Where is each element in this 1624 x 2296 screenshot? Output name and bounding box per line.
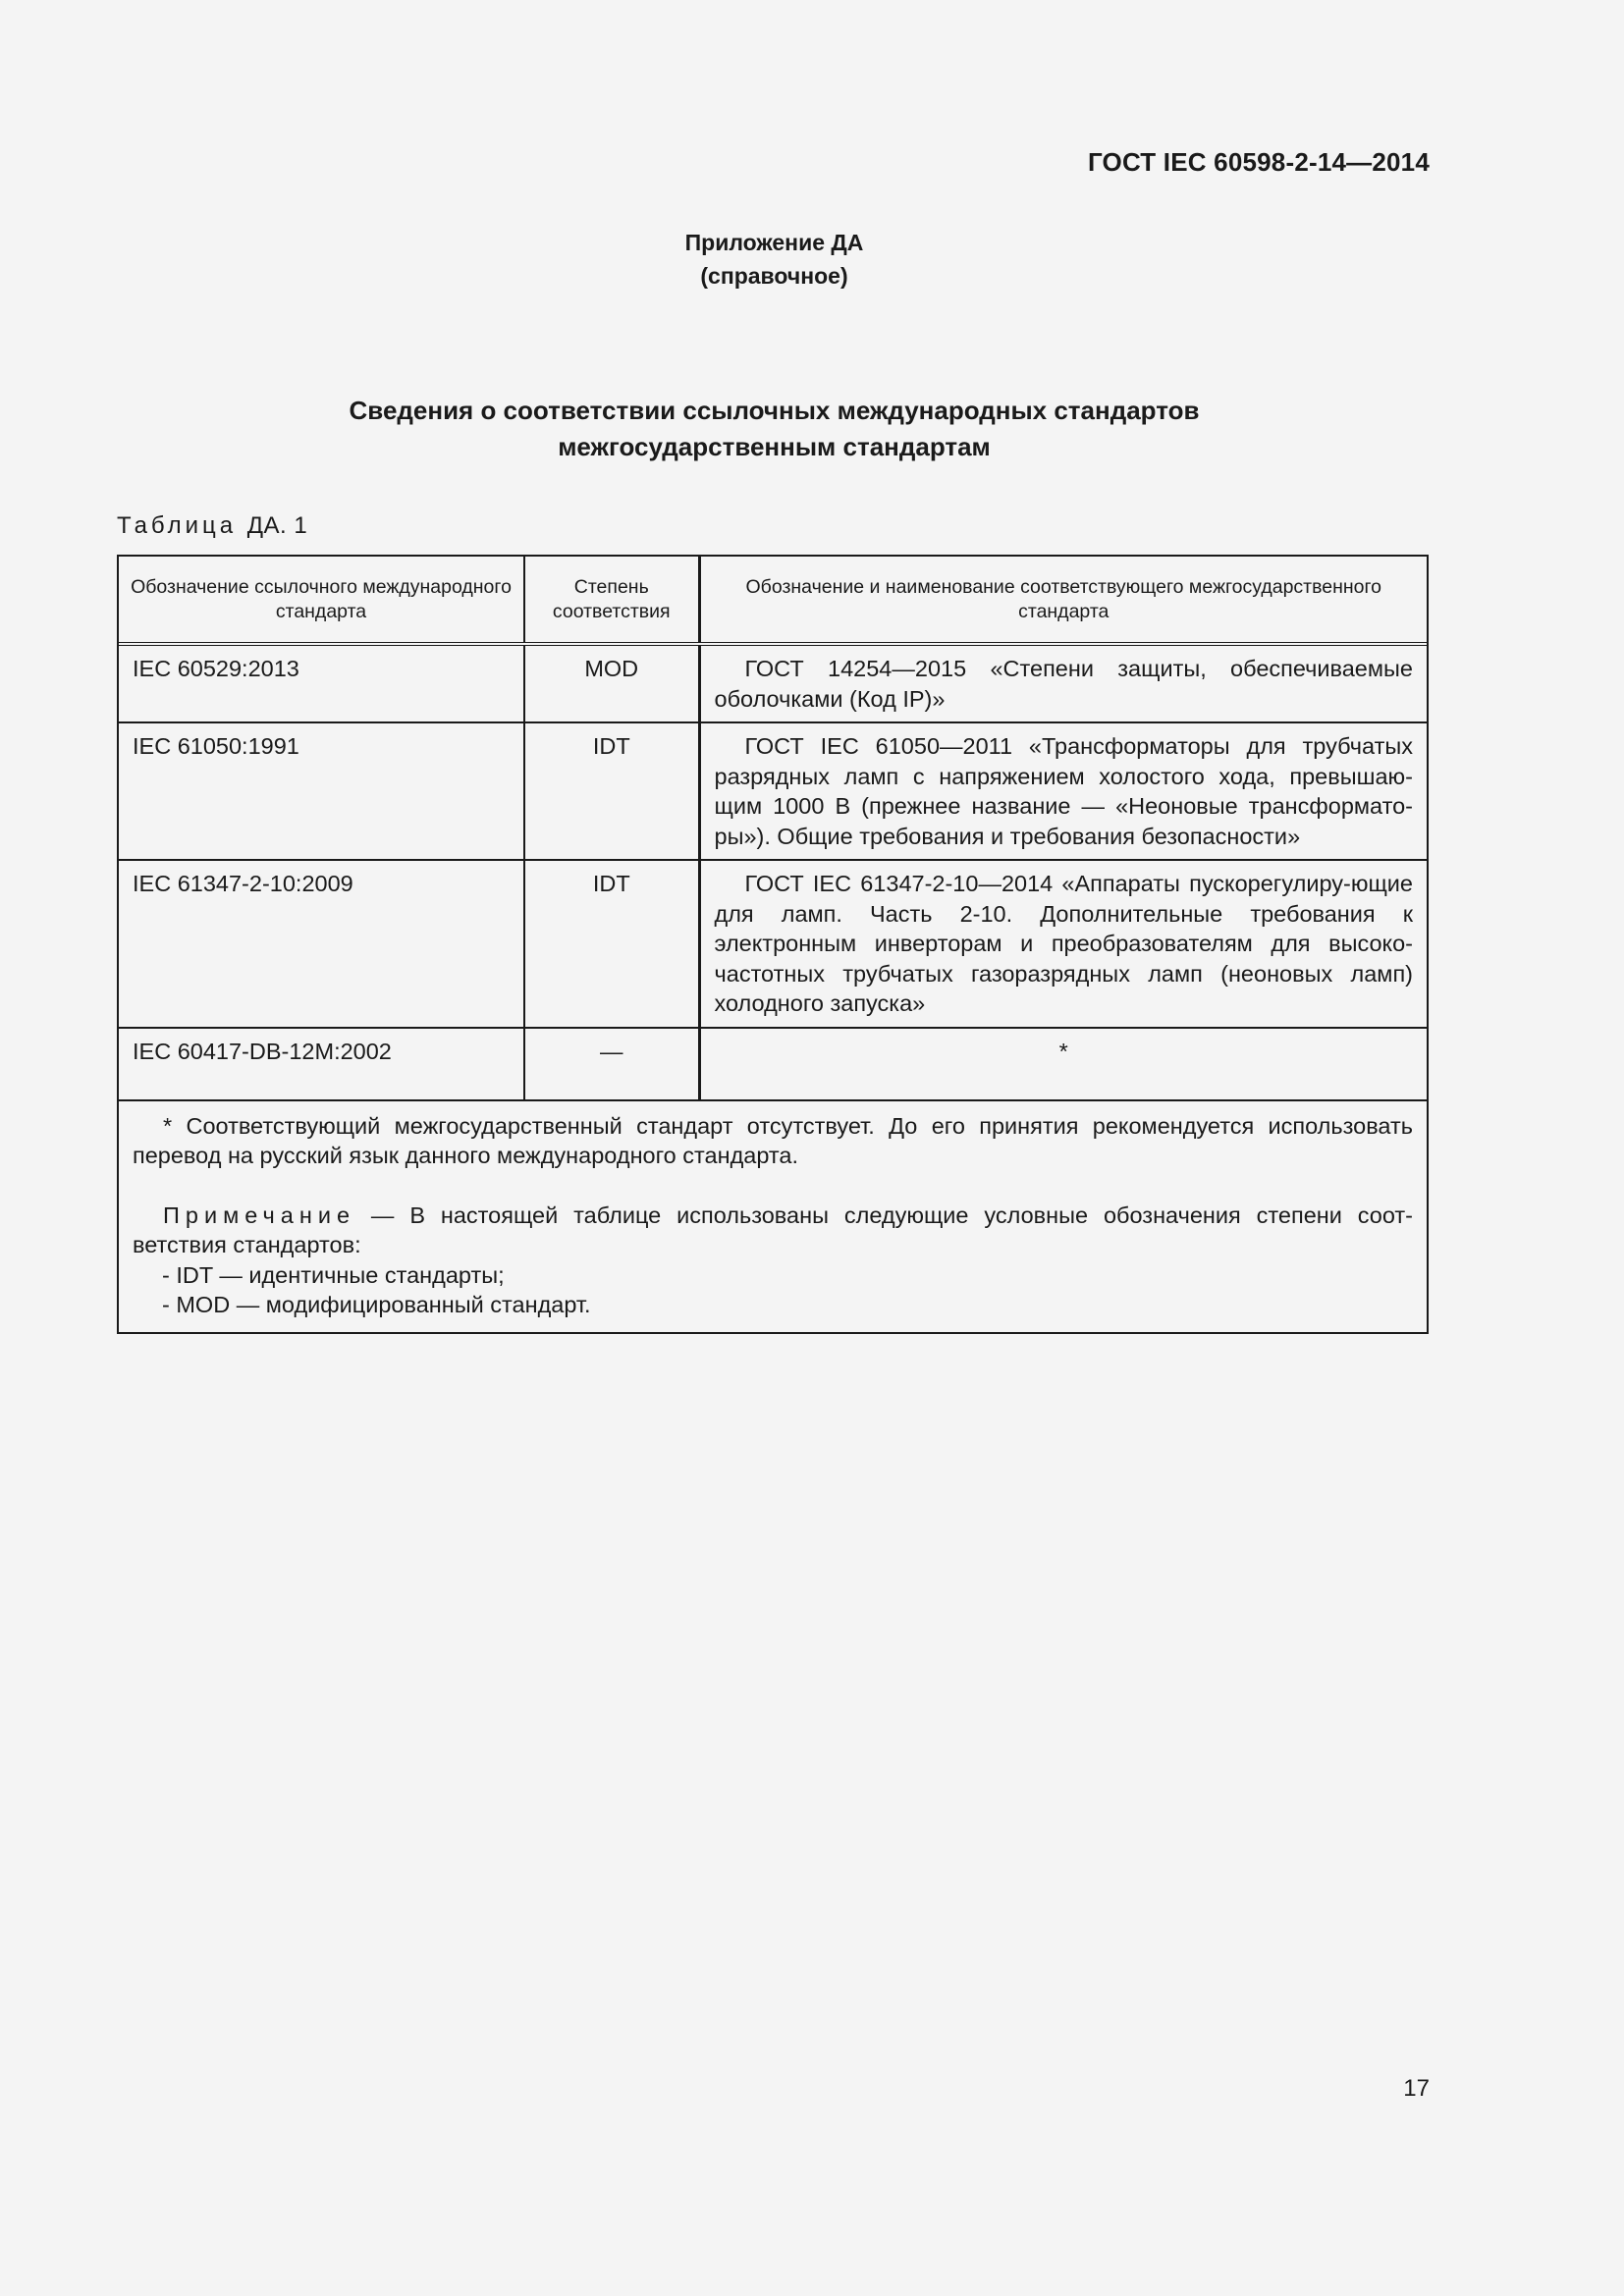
reference-standard-cell: IEC 61050:1991 — [119, 722, 524, 860]
column-header-interstate-standard: Обозначение и наименование соответствующего межгосударственного стандарта — [699, 557, 1427, 644]
note-list-item: - MOD — модифицированный стандарт. — [162, 1292, 591, 1317]
appendix-heading — [0, 226, 1548, 293]
reference-standard-cell: IEC 61347-2-10:2009 — [119, 860, 524, 1028]
table-row — [119, 644, 1427, 722]
table-row — [119, 860, 1427, 1028]
table-row — [119, 722, 1427, 860]
standards-table — [119, 557, 1427, 1101]
appendix-subtitle: (справочное) — [700, 263, 848, 289]
table-caption — [117, 512, 307, 540]
section-title-line-1: Сведения о соответствии ссылочных международных стандартов — [349, 396, 1200, 425]
reference-standard-cell: IEC 60417-DB-12M:2002 — [119, 1028, 524, 1100]
degree-cell: IDT — [524, 722, 699, 860]
degree-cell: MOD — [524, 644, 699, 722]
table-note — [133, 1201, 1413, 1260]
column-header-reference: Обозначение ссылочного международного стандарта — [119, 557, 524, 644]
interstate-standard-cell: ГОСТ IEC 61050—2011 «Трансформаторы для трубчатых разрядных ламп с напряжением холостого хода, превышаю-щим 1000 В (прежнее название — «Неоновые трансформато-ры»). Общие требования и требования безопасности» — [699, 722, 1427, 860]
note-text: — В настоящей таблице использованы следующие условные обозначения степени соот-ветствия стандартов: — [133, 1201, 1413, 1257]
table-footnote: * Соответствующий межгосударственный стандарт отсутствует. До его принятия рекомендуется использовать перевод на русский язык данного международного стандарта. — [133, 1112, 1413, 1168]
section-title — [0, 393, 1548, 465]
section-title-line-2: межгосударственным стандартам — [558, 432, 991, 461]
page-number: 17 — [1403, 2075, 1430, 2102]
interstate-standard-cell: ГОСТ IEC 61347-2-10—2014 «Аппараты пускорегулиру-ющие для ламп. Часть 2-10. Дополнительные требования к электронным инверторам и преобразователям для высоко-частотных трубчатых газоразрядных ламп (неоновых ламп) холодного запуска» — [699, 860, 1427, 1028]
table-caption-word: Таблица — [117, 512, 238, 539]
table-header-row — [119, 557, 1427, 644]
note-list-item: - IDT — идентичные стандарты; — [162, 1261, 505, 1288]
interstate-standard-cell: ГОСТ 14254—2015 «Степени защиты, обеспечиваемые оболочками (Код IP)» — [699, 644, 1427, 722]
table-row — [119, 1028, 1427, 1100]
table-caption-number: ДА. 1 — [246, 512, 308, 539]
note-label: Примечание — [163, 1201, 356, 1228]
degree-cell: — — [524, 1028, 699, 1100]
column-header-degree: Степень соответствия — [524, 557, 699, 644]
document-designation: ГОСТ IEC 60598-2-14—2014 — [1087, 147, 1430, 177]
correspondence-table — [117, 555, 1429, 1334]
reference-standard-cell: IEC 60529:2013 — [119, 644, 524, 722]
appendix-title: Приложение ДА — [684, 230, 864, 255]
degree-cell: IDT — [524, 860, 699, 1028]
interstate-standard-cell: * — [699, 1028, 1427, 1100]
table-notes — [119, 1101, 1427, 1332]
